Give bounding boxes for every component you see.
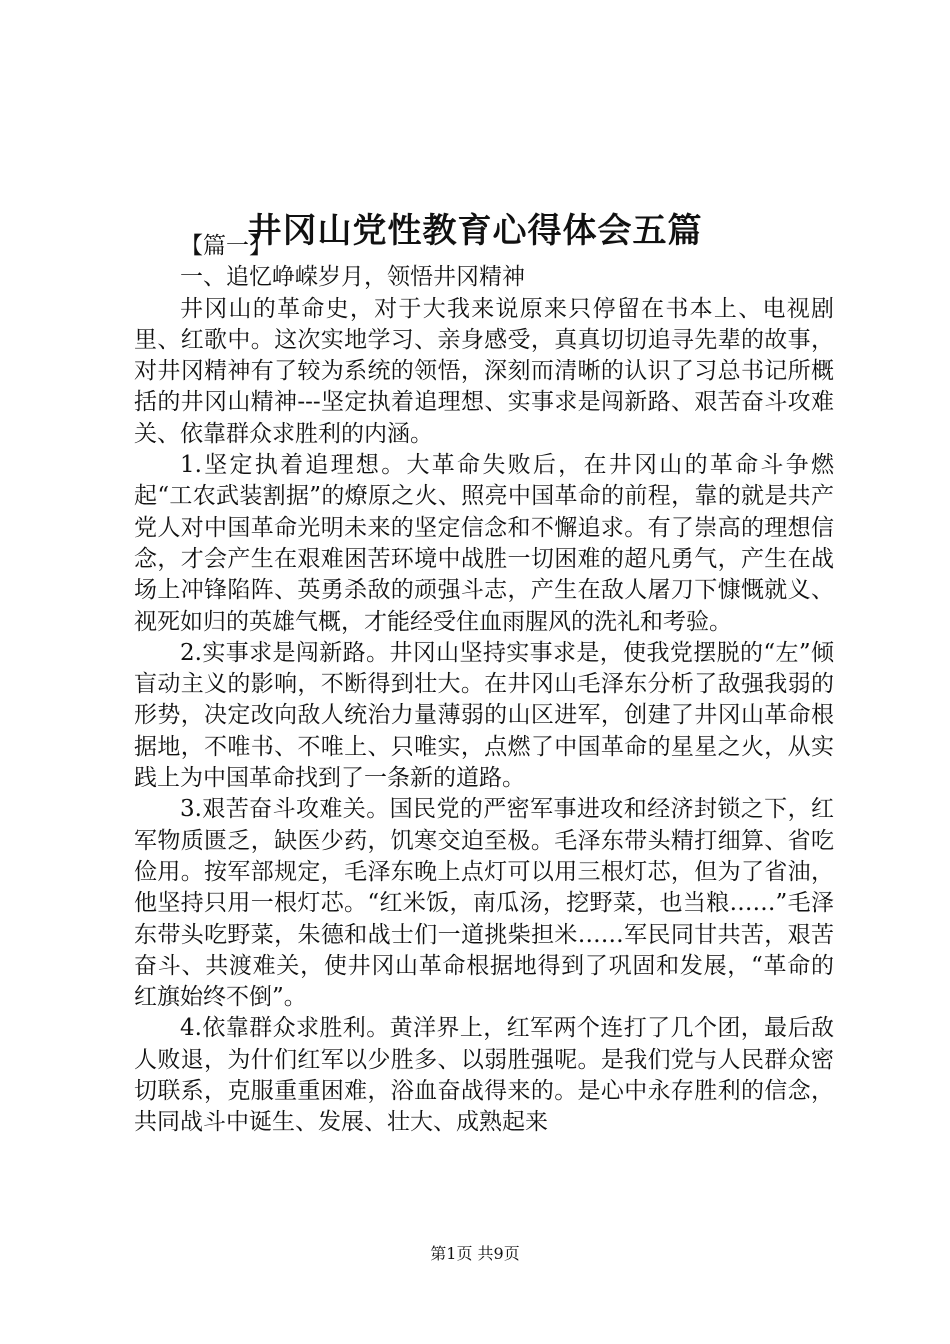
document-body xyxy=(134,231,834,1139)
page-footer: 第1页 共9页 xyxy=(430,1244,520,1263)
paragraph: 井冈山的革命史，对于大我来说原来只停留在书本上、电视剧里、红歌中。这次实地学习、亲身感受，真真切切追寻先辈的故事，对井冈精神有了较为系统的领悟，深刻而清晰的认识了习总书记所概括的井冈山精神---坚定执着追理想、实事求是闯新路、艰苦奋斗攻难关、依靠群众求胜利的内涵。 xyxy=(134,295,834,447)
document-title: 井冈山党性教育心得体会五篇 xyxy=(247,210,703,251)
paragraph: 2.实事求是闯新路。井冈山坚持实事求是，使我党摆脱的“左”倾盲动主义的影响，不断得到壮大。在井冈山毛泽东分析了敌强我弱的形势，决定改向敌人统治力量薄弱的山区进军，创建了井冈山革命根据地，不唯书、不唯上、只唯实，点燃了中国革命的星星之火，从实践上为中国革命找到了一条新的道路。 xyxy=(134,639,834,792)
subsection-heading: 一、追忆峥嵘岁月，领悟井冈精神 xyxy=(180,264,525,291)
paragraph: 4.依靠群众求胜利。黄洋界上，红军两个连打了几个团，最后敌人败退，为什们红军以少胜多、以弱胜强呢。是我们党与人民群众密切联系，克服重重困难，浴血奋战得来的。是心中永存胜利的信念，共同战斗中诞生、发展、壮大、成熟起来 xyxy=(134,1015,834,1136)
paragraph: 3.艰苦奋斗攻难关。国民党的严密军事进攻和经济封锁之下，红军物质匮乏，缺医少药，饥寒交迫至极。毛泽东带头精打细算、省吃俭用。按军部规定，毛泽东晚上点灯可以用三根灯芯，但为了省油，他坚持只用一根灯芯。“红米饭，南瓜汤，挖野菜，也当粮……”毛泽东带头吃野菜，朱德和战士们一道挑柴担米……军民同甘共苦，艰苦奋斗、共渡难关，使井冈山革命根据地得到了巩固和发展，“革命的红旗始终不倒”。 xyxy=(134,796,834,1011)
section-heading: 【篇一】 xyxy=(180,233,272,259)
paragraph: 1.坚定执着追理想。大革命失败后，在井冈山的革命斗争燃起“工农武装割据”的燎原之火、照亮中国革命的前程，靠的就是共产党人对中国革命光明未来的坚定信念和不懈追求。有了崇高的理想信念，才会产生在艰难困苦环境中战胜一切困难的超凡勇气，产生在战场上冲锋陷阵、英勇杀敌的顽强斗志，产生在敌人屠刀下慷慨就义、视死如归的英雄气概，才能经受住血雨腥风的洗礼和考验。 xyxy=(134,452,834,635)
